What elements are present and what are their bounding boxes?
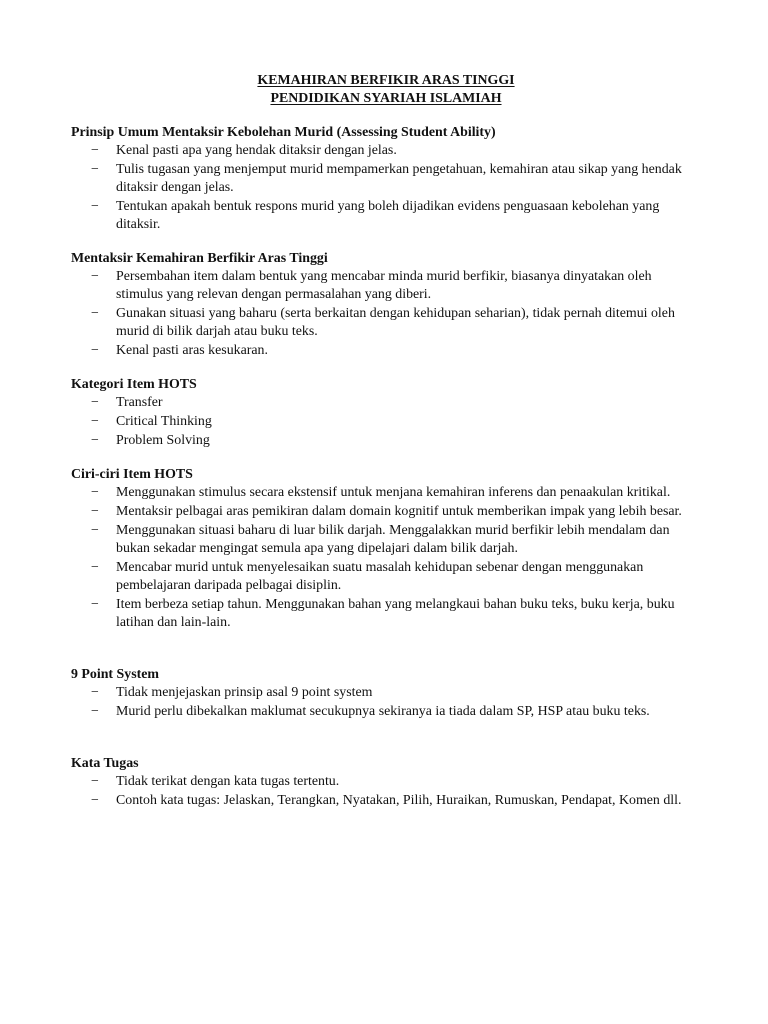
list-item — [71, 161, 701, 197]
dash-bullet: − — [91, 395, 99, 410]
bullet-list — [71, 394, 701, 450]
section-ciri-ciri-hots — [71, 466, 701, 632]
dash-bullet: − — [91, 414, 99, 429]
section-heading: Prinsip Umum Mentaksir Kebolehan Murid (Assessing Student Ability) — [71, 125, 496, 140]
dash-bullet: − — [91, 504, 99, 519]
section-heading: Kategori Item HOTS — [71, 377, 197, 392]
document-page — [71, 72, 701, 826]
list-item — [71, 142, 701, 160]
dash-bullet: − — [91, 560, 99, 575]
list-item-text: Kenal pasti aras kesukaran. — [116, 343, 268, 358]
list-item — [71, 342, 701, 360]
bullet-list — [71, 142, 701, 234]
list-item-text: Persembahan item dalam bentuk yang mencabar minda murid berfikir, biasanya dinyatakan oleh stimulus yang relevan dengan permasalahan yang diberi. — [116, 269, 652, 302]
dash-bullet: − — [91, 162, 99, 177]
list-item — [71, 305, 701, 341]
list-item-text: Kenal pasti apa yang hendak ditaksir dengan jelas. — [116, 143, 397, 158]
dash-bullet: − — [91, 199, 99, 214]
list-item — [71, 394, 701, 412]
list-item — [71, 684, 701, 702]
dash-bullet: − — [91, 269, 99, 284]
list-item-text: Tulis tugasan yang menjemput murid mempamerkan pengetahuan, kemahiran atau sikap yang hendak ditaksir dengan jelas. — [116, 162, 682, 195]
list-item-text: Tidak menjejaskan prinsip asal 9 point system — [116, 685, 373, 700]
list-item-text: Critical Thinking — [116, 414, 212, 429]
list-item-text: Menggunakan stimulus secara ekstensif untuk menjana kemahiran inferens dan penaakulan kritikal. — [116, 485, 671, 500]
list-item-text: Tentukan apakah bentuk respons murid yang boleh dijadikan evidens penguasaan kebolehan yang ditaksir. — [116, 199, 660, 232]
list-item-text: Mentaksir pelbagai aras pemikiran dalam domain kognitif untuk memberikan impak yang lebih besar. — [116, 504, 682, 519]
list-item — [71, 268, 701, 304]
title-line-1: KEMAHIRAN BERFIKIR ARAS TINGGI — [257, 73, 515, 88]
list-item-text: Gunakan situasi yang baharu (serta berkaitan dengan kehidupan seharian), tidak pernah ditemui oleh murid di bilik darjah atau buku teks. — [116, 306, 675, 339]
list-item — [71, 773, 701, 791]
list-item — [71, 596, 701, 632]
list-item-text: Contoh kata tugas: Jelaskan, Terangkan, Nyatakan, Pilih, Huraikan, Rumuskan, Pendapat, Komen dll. — [116, 793, 682, 808]
list-item — [71, 522, 701, 558]
section-heading: Kata Tugas — [71, 756, 139, 771]
list-item — [71, 703, 701, 721]
list-item — [71, 198, 701, 234]
dash-bullet: − — [91, 343, 99, 358]
bullet-list — [71, 484, 701, 632]
list-item — [71, 559, 701, 595]
list-item — [71, 432, 701, 450]
section-mentaksir-kbat — [71, 250, 701, 360]
section-heading: Mentaksir Kemahiran Berfikir Aras Tinggi — [71, 251, 328, 266]
dash-bullet: − — [91, 685, 99, 700]
section-kata-tugas — [71, 755, 701, 810]
bullet-list — [71, 268, 701, 360]
dash-bullet: − — [91, 306, 99, 321]
title-line-2: PENDIDIKAN SYARIAH ISLAMIAH — [270, 91, 502, 106]
list-item-text: Problem Solving — [116, 433, 210, 448]
dash-bullet: − — [91, 523, 99, 538]
list-item-text: Murid perlu dibekalkan maklumat secukupnya sekiranya ia tiada dalam SP, HSP atau buku teks. — [116, 704, 650, 719]
bullet-list — [71, 684, 701, 721]
list-item-text: Item berbeza setiap tahun. Menggunakan bahan yang melangkaui bahan buku teks, buku kerja, buku latihan dan lain-lain. — [116, 597, 675, 630]
dash-bullet: − — [91, 704, 99, 719]
list-item-text: Mencabar murid untuk menyelesaikan suatu masalah kehidupan sebenar dengan menggunakan pembelajaran daripada pelbagai disiplin. — [116, 560, 644, 593]
section-prinsip-umum — [71, 124, 701, 234]
dash-bullet: − — [91, 793, 99, 808]
section-heading: Ciri-ciri Item HOTS — [71, 467, 193, 482]
bullet-list — [71, 773, 701, 810]
list-item-text: Menggunakan situasi baharu di luar bilik darjah. Menggalakkan murid berfikir lebih mendalam dan bukan sekadar mengingat semula apa yang dipelajari dalam bilik darjah. — [116, 523, 670, 556]
list-item — [71, 413, 701, 431]
dash-bullet: − — [91, 433, 99, 448]
dash-bullet: − — [91, 597, 99, 612]
list-item — [71, 503, 701, 521]
list-item — [71, 484, 701, 502]
list-item-text: Tidak terikat dengan kata tugas tertentu. — [116, 774, 340, 789]
dash-bullet: − — [91, 485, 99, 500]
section-kategori-hots — [71, 376, 701, 450]
list-item — [71, 792, 701, 810]
document-title — [71, 72, 701, 108]
list-item-text: Transfer — [116, 395, 163, 410]
section-9-point-system — [71, 666, 701, 721]
dash-bullet: − — [91, 143, 99, 158]
section-heading: 9 Point System — [71, 667, 159, 682]
dash-bullet: − — [91, 774, 99, 789]
